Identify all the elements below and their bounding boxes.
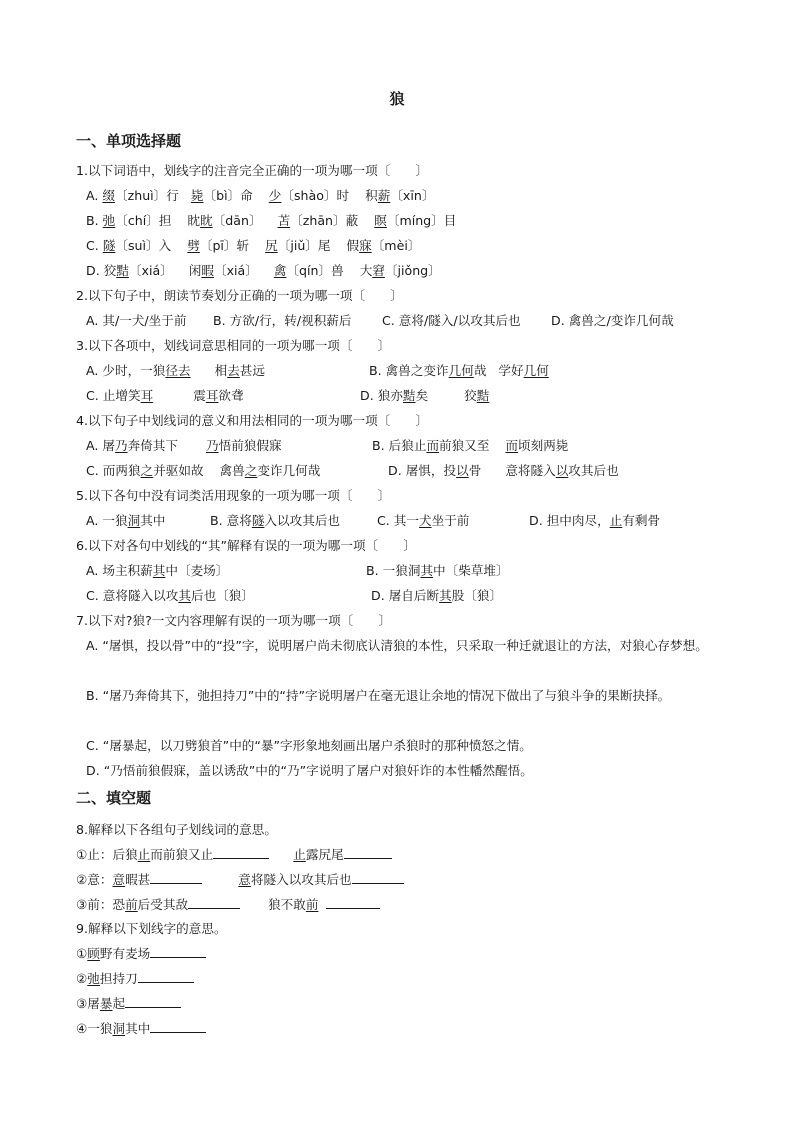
question-6-option-d: D. 屠自后断其股〔狼〕: [371, 588, 503, 603]
section-heading-fill-in: 二、填空题: [76, 789, 152, 807]
question-5-stem: 5.以下各句中没有词类活用现象的一项为哪一项〔 〕: [76, 488, 391, 503]
question-9-row-1: ①顾野有麦场: [76, 945, 206, 962]
answer-blank[interactable]: [352, 871, 404, 884]
question-2-stem: 2.以下句子中，朗读节奏划分正确的一项为哪一项〔 〕: [76, 288, 403, 303]
question-6-stem: 6.以下对各句中划线的“其”解释有误的一项为哪一项〔 〕: [76, 538, 416, 553]
answer-blank[interactable]: [213, 846, 269, 859]
question-1-stem: 1.以下词语中，划线字的注音完全正确的一项为哪一项〔 〕: [76, 163, 429, 178]
answer-blank[interactable]: [150, 871, 202, 884]
question-9-row-2: ②弛担持刀: [76, 970, 194, 987]
answer-blank[interactable]: [188, 896, 240, 909]
question-2-option-c: C. 意将/隧入/以攻其后也: [382, 313, 521, 328]
answer-blank[interactable]: [326, 896, 380, 909]
question-8-row-1: ①止：后狼止而前狼又止 止露尻尾: [76, 846, 392, 863]
question-4-option-b: B. 后狼止而前狼又至 而顷刻两毙: [372, 438, 569, 453]
answer-blank[interactable]: [344, 846, 392, 859]
answer-blank[interactable]: [138, 970, 194, 983]
question-9-stem: 9.解释以下划线字的意思。: [76, 921, 227, 936]
section-heading-single-choice: 一、单项选择题: [76, 132, 182, 150]
question-4-option-c: C. 而两狼之并驱如故 禽兽之变诈几何哉: [86, 463, 321, 478]
question-2-option-b: B. 方欲/行，转/视积薪后: [213, 313, 352, 328]
question-9-row-4: ④一狼洞其中: [76, 1020, 206, 1037]
question-4-stem: 4.以下句子中划线词的意义和用法相同的一项为哪一项〔 〕: [76, 413, 429, 428]
question-8-row-2: ②意：意暇甚 意将隧入以攻其后也: [76, 871, 404, 888]
question-7-option-c: C. “屠暴起，以刀劈狼首”中的“暴”字形象地刻画出屠户杀狼时的那种愤怒之情。: [86, 738, 532, 753]
question-1-option-d: D. 狡黠〔xiá〕 闲暇〔xiá〕 禽〔qín〕兽 大窘〔jiǒng〕: [86, 263, 441, 278]
question-5-option-b: B. 意将隧入以攻其后也: [210, 513, 340, 528]
question-6-option-a: A. 场主积薪其中〔麦场〕: [86, 563, 229, 578]
question-8-stem: 8.解释以下各组句子划线词的意思。: [76, 822, 277, 837]
question-1-option-c: C. 隧〔suì〕入 劈〔pī〕斩 尻〔jiǔ〕尾 假寐〔mèi〕: [86, 238, 421, 253]
question-6-option-c: C. 意将隧入以攻其后也〔狼〕: [86, 588, 254, 603]
page-title: 狼: [389, 90, 405, 108]
question-5-option-a: A. 一狼洞其中: [86, 513, 166, 528]
question-3-option-a: A. 少时，一狼径去 相去甚远: [86, 363, 265, 378]
answer-blank[interactable]: [150, 945, 206, 958]
question-3-stem: 3.以下各项中，划线词意思相同的一项为哪一项〔 〕: [76, 338, 391, 353]
question-8-row-3: ③前：恐前后受其敌 狼不敢前: [76, 896, 380, 913]
question-1-option-a: A. 缀〔zhuì〕行 毙〔bì〕命 少〔shào〕时 积薪〔xīn〕: [86, 188, 435, 203]
question-7-option-d: D. “乃悟前狼假寐，盖以诱敌”中的“乃”字说明了屠户对狼奸诈的本性幡然醒悟。: [86, 763, 533, 778]
question-7-option-b: B. “屠乃奔倚其下，弛担持刀”中的“持”字说明屠户在毫无退让余地的情况下做出了与狼斗争的果断抉择。: [86, 688, 671, 703]
question-2-option-a: A. 其/一犬/坐于前: [86, 313, 187, 328]
answer-blank[interactable]: [125, 995, 181, 1008]
question-3-option-d: D. 狼亦黠矣 狡黠: [360, 388, 490, 403]
question-7-option-a: A. “屠惧，投以骨”中的“投”字，说明屠户尚未彻底认清狼的本性，只采取一种迁就退让的方法，对狼心存梦想。: [86, 638, 708, 653]
question-3-option-b: B. 禽兽之变诈几何哉 学好几何: [369, 363, 549, 378]
question-5-option-d: D. 担中肉尽，止有剩骨: [529, 513, 661, 528]
question-1-option-b: B. 弛〔chí〕担 眈眈〔dān〕 苫〔zhān〕蔽 瞑〔míng〕目: [86, 213, 457, 228]
question-4-option-d: D. 屠惧，投以骨 意将隧入以攻其后也: [388, 463, 619, 478]
question-9-row-3: ③屠暴起: [76, 995, 181, 1012]
question-5-option-c: C. 其一犬坐于前: [377, 513, 470, 528]
answer-blank[interactable]: [150, 1020, 206, 1033]
question-2-option-d: D. 禽兽之/变诈几何哉: [551, 313, 674, 328]
question-7-stem: 7.以下对?狼?一文内容理解有误的一项为哪一项〔 〕: [76, 613, 392, 628]
question-4-option-a: A. 屠乃奔倚其下 乃悟前狼假寐: [86, 438, 282, 453]
question-3-option-c: C. 止增笑耳 震耳欲聋: [86, 388, 244, 403]
question-6-option-b: B. 一狼洞其中〔柴草堆〕: [366, 563, 509, 578]
